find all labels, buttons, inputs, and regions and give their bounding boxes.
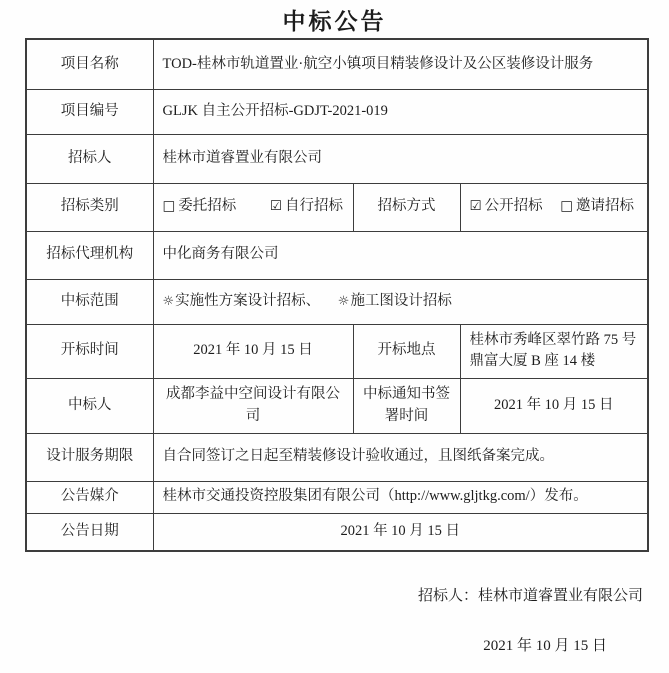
- checkbox-unchecked-icon: □: [162, 198, 176, 215]
- checkbox-unchecked-icon: □: [560, 198, 573, 215]
- checkbox-option-label: 公开招标: [484, 198, 543, 215]
- design-service-period-value: 自合同签订之日起至精装修设计验收通过，且图纸备案完成。: [153, 433, 648, 481]
- page-title: 中标公告: [282, 9, 387, 34]
- bid-agency-value: 中化商务有限公司: [153, 231, 648, 279]
- announcement-table: [25, 38, 649, 552]
- project-number-value: GLJK 自主公开招标-GDJT-2021-019: [153, 89, 648, 134]
- announcement-date-value: 2021 年 10 月 15 日: [153, 513, 648, 551]
- footer-date: 2021 年 10 月 15 日: [483, 638, 607, 654]
- project-name-label: 项目名称: [26, 39, 153, 89]
- bid-opening-place-label: 开标地点: [353, 324, 460, 378]
- bid-opening-place-value: 桂林市秀峰区翠竹路 75 号鼎富大厦 B 座 14 楼: [460, 324, 648, 378]
- award-scope-value: [153, 279, 648, 324]
- announcement-date-label: 公告日期: [26, 513, 153, 551]
- table-row-winner: [26, 378, 648, 433]
- award-scope-label: 中标范围: [26, 279, 153, 324]
- table-row-award-scope: [26, 279, 648, 324]
- table-row-tenderer: [26, 134, 648, 183]
- checkbox-option-label: 委托招标: [178, 198, 237, 215]
- checkbox-option-label: 自行招标: [285, 198, 343, 215]
- checkbox-checked-icon: ☑: [269, 198, 282, 215]
- table-row-bid-agency: [26, 231, 648, 279]
- bid-method-label: 招标方式: [353, 183, 460, 231]
- table-row-bid-category: [26, 183, 648, 231]
- bid-category-options: [153, 183, 353, 231]
- design-service-period-label: 设计服务期限: [26, 433, 153, 481]
- scope-item-construction-drawing: [338, 293, 452, 309]
- award-notice-sign-time-value: 2021 年 10 月 15 日: [460, 378, 648, 433]
- scope-item-scheme-design: [163, 293, 321, 309]
- table-row-project-name: [26, 39, 648, 89]
- scope-item-label: 施工图设计招标: [350, 292, 452, 309]
- announcement-media-label: 公告媒介: [26, 481, 153, 513]
- sun-bullet-icon: ☼: [337, 293, 350, 309]
- bid-category-label: 招标类别: [26, 183, 153, 231]
- tenderer-value: 桂林市道睿置业有限公司: [153, 134, 648, 183]
- project-name-value: TOD-桂林市轨道置业·航空小镇项目精装修设计及公区装修设计服务: [153, 39, 648, 89]
- award-notice-sign-time-label: 中标通知书签署时间: [353, 378, 460, 433]
- checkbox-option-invited-bidding: [560, 198, 634, 214]
- sun-bullet-icon: ☼: [162, 293, 175, 309]
- bid-opening-time-value: 2021 年 10 月 15 日: [153, 324, 353, 378]
- project-number-label: 项目编号: [26, 89, 153, 134]
- announcement-media-value: 桂林市交通投资控股集团有限公司（http://www.gljtkg.com/）发布。: [153, 481, 648, 513]
- table-row-project-number: [26, 89, 648, 134]
- table-row-announcement-date: [26, 513, 648, 551]
- scope-item-label: 实施性方案设计招标、: [175, 292, 321, 309]
- bid-opening-time-label: 开标时间: [26, 324, 153, 378]
- bid-method-options: [460, 183, 648, 231]
- checkbox-option-self-bidding: [270, 198, 343, 214]
- table-row-announcement-media: [26, 481, 648, 513]
- bid-agency-label: 招标代理机构: [26, 231, 153, 279]
- footer-signer: 招标人：桂林市道睿置业有限公司: [417, 588, 643, 604]
- table-row-bid-opening: [26, 324, 648, 378]
- winner-label: 中标人: [26, 378, 153, 433]
- checkbox-option-label: 邀请招标: [576, 198, 634, 215]
- checkbox-option-entrusted-bidding: [163, 198, 237, 214]
- checkbox-checked-icon: ☑: [469, 198, 482, 215]
- tenderer-label: 招标人: [26, 134, 153, 183]
- winner-value: 成都李益中空间设计有限公司: [153, 378, 353, 433]
- table-row-design-service-period: [26, 433, 648, 481]
- checkbox-option-open-bidding: [470, 198, 543, 214]
